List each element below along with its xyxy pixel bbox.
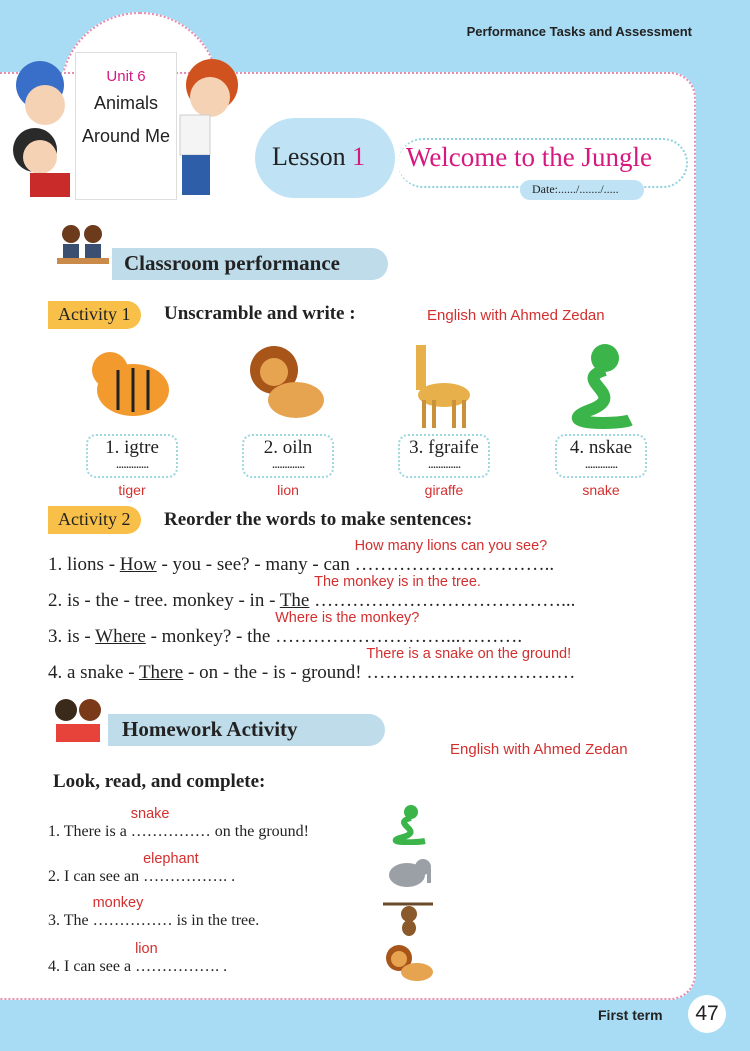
unscramble-box-2: [242, 434, 334, 478]
lesson-number: 1: [352, 142, 366, 171]
watermark: English with Ahmed Zedan: [450, 741, 628, 758]
unscramble-box-4: [555, 434, 647, 478]
unscramble-box-1: [86, 434, 178, 478]
page-number: 47: [688, 995, 726, 1033]
answer: elephant: [143, 851, 199, 867]
giraffe-icon: [404, 340, 484, 430]
answer: There is a snake on the ground!: [366, 646, 572, 662]
homework-item-1: [48, 806, 309, 842]
date-field[interactable]: Date:....../......./.....: [520, 180, 644, 200]
answer-slot: [143, 851, 227, 887]
answer: Where is the monkey?: [275, 610, 420, 626]
activity1-instruction: Unscramble and write :: [164, 303, 356, 324]
answer-dots: .............: [115, 457, 149, 472]
answer-slot: [366, 646, 575, 684]
lion-icon: [383, 942, 435, 984]
activity1-badge: Activity 1: [48, 301, 141, 329]
answer-slot: [131, 806, 211, 842]
text: - you - see? - many - can: [156, 554, 355, 575]
text: 1. lions -: [48, 554, 120, 575]
answer-1: tiger: [118, 482, 146, 498]
text: .: [219, 958, 228, 975]
text: 3. The: [48, 912, 93, 929]
answer-dots: …………………………..: [354, 554, 555, 575]
text: 2. is - the - tree. monkey - in -: [48, 590, 280, 611]
answer-4: snake: [582, 482, 620, 498]
answer-3: giraffe: [424, 482, 464, 498]
sentence-2: [48, 574, 575, 612]
text: 2. I can see an: [48, 868, 144, 885]
homework-instruction: Look, read, and complete:: [53, 771, 266, 792]
answer-dots: ……………………………: [366, 662, 576, 683]
lion-icon: [244, 340, 330, 430]
elephant-icon: [385, 855, 433, 891]
answer-slot: [314, 574, 575, 612]
first-word: Where: [95, 626, 146, 647]
text: is in the tree.: [172, 912, 260, 929]
tiger-icon: [88, 340, 174, 430]
answer-dots: .............: [271, 457, 305, 472]
answer-dots: …………………………………...: [314, 590, 576, 611]
answer-dots: …………….: [143, 868, 228, 885]
unscramble-box-3: [398, 434, 490, 478]
monkey-icon: [383, 898, 433, 936]
answer-2: lion: [277, 482, 299, 498]
lesson-word: Lesson: [272, 142, 346, 171]
answer: The monkey is in the tree.: [314, 574, 481, 590]
unit-label: Unit 6: [106, 68, 146, 85]
lesson-label: [272, 142, 365, 172]
answer-slot: [135, 941, 219, 977]
homework-item-4: [48, 941, 227, 977]
homework-item-2: [48, 851, 235, 887]
homework-heading: Homework Activity: [108, 714, 385, 746]
sentence-1: [48, 538, 554, 576]
activity2-badge: Activity 2: [48, 506, 141, 534]
first-word: How: [119, 554, 157, 575]
scrambled-word: 1. igtre: [105, 437, 159, 458]
answer-dots: ……………: [92, 912, 173, 929]
sentence-4: [48, 646, 575, 684]
first-word: There: [138, 662, 184, 683]
first-word: The: [279, 590, 310, 611]
text: - on - the - is - ground!: [183, 662, 367, 683]
answer: lion: [135, 941, 158, 957]
text: 1. There is a: [48, 823, 131, 840]
answer-slot: [93, 895, 173, 931]
unit-title-2: Around Me: [81, 126, 171, 146]
scrambled-word: 3. fgraife: [409, 437, 479, 458]
text: .: [227, 868, 236, 885]
snake-icon: [385, 803, 431, 845]
answer: monkey: [92, 895, 144, 911]
term-label: First term: [598, 1007, 663, 1023]
text: 4. a snake -: [48, 662, 139, 683]
scrambled-word: 2. oiln: [263, 437, 313, 458]
answer-dots: ……………: [130, 823, 211, 840]
answer: snake: [130, 806, 170, 822]
text: 4. I can see a: [48, 958, 136, 975]
sentence-3: [48, 610, 522, 648]
text: - monkey? - the: [145, 626, 276, 647]
answer-slot: [355, 538, 555, 576]
text: on the ground!: [210, 823, 309, 840]
unit-card: [75, 52, 177, 200]
answer-dots: .............: [427, 457, 461, 472]
activity2-instruction: Reorder the words to make sentences:: [164, 509, 473, 530]
answer: How many lions can you see?: [354, 538, 548, 554]
classroom-performance-heading: Classroom performance: [112, 248, 388, 280]
answer-dots: …………….: [135, 958, 220, 975]
snake-icon: [560, 340, 640, 430]
book-header: Performance Tasks and Assessment: [466, 24, 692, 39]
students-reading-icon: [50, 696, 106, 748]
text: 3. is -: [48, 626, 96, 647]
answer-dots: .............: [584, 457, 618, 472]
lesson-title: Welcome to the Jungle: [406, 142, 653, 172]
answer-slot: [275, 610, 522, 648]
students-desk-icon: [55, 222, 111, 274]
unit-title-1: Animals: [93, 93, 159, 113]
scrambled-word: 4. nskae: [569, 437, 633, 458]
homework-item-3: [48, 895, 259, 931]
answer-dots: ………………………...……….: [275, 626, 523, 647]
watermark: English with Ahmed Zedan: [427, 307, 605, 324]
